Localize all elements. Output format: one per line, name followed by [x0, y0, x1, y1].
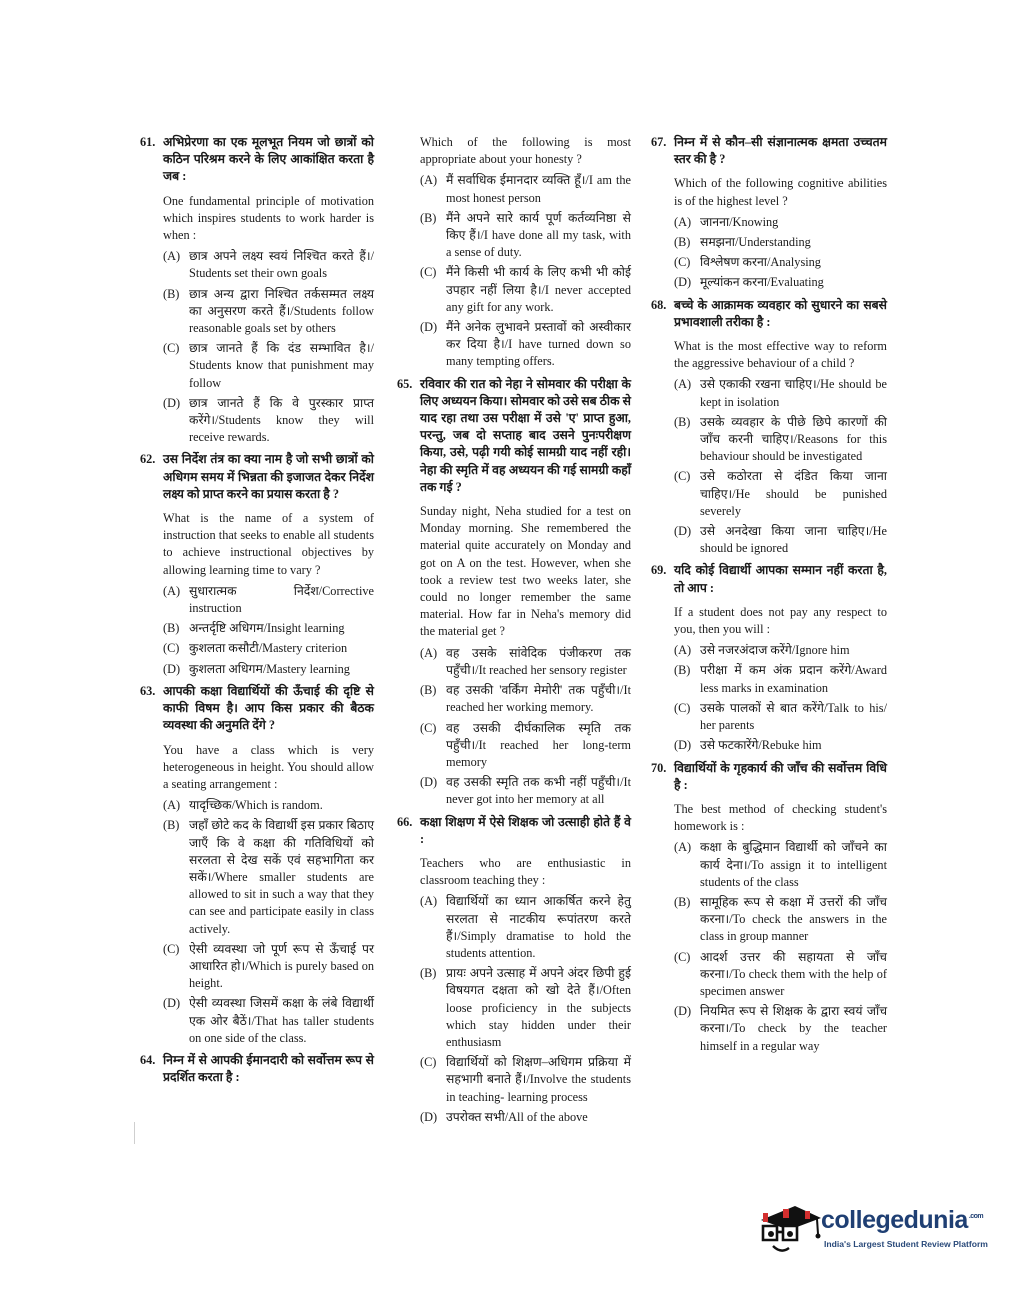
option-d: (D) छात्र जानते हैं कि वे पुरस्कार प्राप्त करेंगे।/Students know they will receive rewards.: [163, 395, 374, 445]
option-b: (B) मैंने अपने सारे कार्य पूर्ण कर्तव्यनिष्ठा से किए हैं।/I have done all my task, with a sense of duty.: [420, 210, 631, 260]
question-hindi: निम्न में से कौन–सी संज्ञानात्मक क्षमता उच्चतम स्तर की है ?: [674, 135, 887, 167]
option-d: (D) वह उसकी स्मृति तक कभी नहीं पहुँची।/It never got into her memory at all: [420, 775, 631, 807]
question-hindi: यदि कोई विद्यार्थी आपका सम्मान नहीं करता है, तो आप :: [674, 563, 887, 595]
option-b: (B) प्रायः अपने उत्साह में अपने अंदर छिपी हुई विषयगत दक्षता को खो देते हैं।/Often loose proficiency in the subjects which stay hidden under their enthusiasm: [420, 966, 631, 1049]
logo-wordmark: collegedunia$^{.com}$: [821, 1206, 984, 1234]
question-62: [140, 451, 374, 677]
option-d: (D) नियमित रूप से शिक्षक के द्वारा स्वयं जाँच करना।/To check by the teacher himself in a regular way: [674, 1004, 887, 1053]
question-english: If a student does not pay any respect to you, then you will :: [674, 604, 887, 637]
option-a: (A) सुधारात्मक निर्देश/Corrective instruction: [163, 583, 374, 616]
option-a: (A) छात्र अपने लक्ष्य स्वयं निश्चित करते हैं।/ Students set their own goals: [163, 249, 374, 281]
question-hindi: रविवार की रात को नेहा ने सोमवार की परीक्षा के लिए अध्ययन किया। सोमवार को उसे सब ठीक से याद रहा तथा उस परीक्षा में उसे 'ए' प्राप्त हुआ, परन्तु, जब दो सप्ताह बाद उसने पुनःपरीक्षण किया, उसे, पढ़ी गयी कोई सामग्री याद नहीं रही। नेहा की स्मृति में वह अध्ययन की गई सामग्री कहाँ तक गई ?: [420, 376, 631, 494]
margin-mark: [134, 1122, 135, 1144]
question-hindi: विद्यार्थियों के गृहकार्य की जाँच की सर्वोत्तम विधि है :: [674, 760, 887, 792]
question-hindi: निम्न में से आपकी ईमानदारी को सर्वोत्तम रूप से प्रदर्शित करता है :: [163, 1052, 374, 1085]
option-c: (C) विश्लेषण करना/Analysing: [674, 255, 821, 270]
option-c: (C) उसके पालकों से बात करेंगे/Talk to his/ her parents: [674, 700, 887, 733]
graduate-mascot-icon: [755, 1200, 823, 1258]
option-c: (C) कुशलता कसौटी/Mastery criterion: [163, 641, 348, 656]
question-64: [140, 1052, 374, 1086]
question-number: 65.: [397, 376, 413, 391]
question-english: Which of the following is most appropriate about your honesty ?: [420, 135, 631, 167]
option-d: (D) उसे अनदेखा किया जाना चाहिए।/He should be ignored: [674, 524, 887, 556]
option-c: (C) ऐसी व्यवस्था जो पूर्ण रूप से ऊँचाई पर आधारित हो।/Which is purely based on height.: [163, 941, 374, 991]
option-d: (D) कुशलता अधिगम/Mastery learning: [163, 661, 350, 676]
option-b: (B) परीक्षा में कम अंक प्रदान करेंगे/Award less marks in examination: [674, 663, 887, 695]
option-b: (B) छात्र अन्य द्वारा निश्चित तर्कसम्मत लक्ष्य का अनुसरण करते हैं।/Students follow reasonable goals set by others: [163, 286, 374, 336]
column-1: [140, 134, 374, 1091]
question-hindi: कक्षा शिक्षण में ऐसे शिक्षक जो उत्साही होते हैं वे :: [420, 814, 631, 846]
option-b: (B) अन्तर्दृष्टि अधिगम/Insight learning: [163, 621, 345, 636]
question-english: One fundamental principle of motivation which inspires students to work harder is when :: [163, 193, 374, 243]
question-number: 61.: [140, 135, 156, 149]
question-hindi: आपकी कक्षा विद्यार्थियों की ऊँचाई की दृष्टि से काफी विषम है। आप किस प्रकार की बैठक व्यवस्था की अनुमति देंगे ?: [163, 683, 374, 733]
option-a: (A) उसे एकाकी रखना चाहिए।/He should be kept in isolation: [674, 377, 887, 409]
option-d: (D) मैंने अनेक लुभावने प्रस्तावों को अस्वीकार कर दिया है।/I have turned down so many tempting offers.: [420, 320, 631, 369]
option-d: (D) उसे फटकारेंगे/Rebuke him: [674, 738, 822, 753]
question-65: [397, 376, 631, 809]
question-63: [140, 683, 374, 1047]
option-c: (C) आदर्श उत्तर की सहायता से जाँच करना।/To check them with the help of specimen answer: [674, 949, 887, 998]
question-english: You have a class which is very heterogeneous in height. You should allow a seating arrangement :: [163, 742, 374, 791]
question-67: [651, 134, 887, 292]
option-c: (C) छात्र जानते हैं कि दंड सम्भावित है।/ Students know that punishment may follow: [163, 341, 374, 390]
option-a: (A) वह उसके सांवेदिक पंजीकरण तक पहुँची।/It reached her sensory register: [420, 645, 631, 677]
question-number: 70.: [651, 760, 667, 775]
question-61: [140, 134, 374, 446]
question-69: [651, 562, 887, 754]
question-68: [651, 297, 887, 558]
column-3: [651, 134, 887, 1060]
question-english: What is the name of a system of instruction that seeks to enable all students to achieve instructional objectives by allowing learning time to vary ?: [163, 511, 374, 577]
question-english: Which of the following cognitive abilities is of the highest level ?: [674, 176, 887, 208]
option-b: (B) जहाँ छोटे कद के विद्यार्थी इस प्रकार बिठाए जाएँ कि वे कक्षा की गतिविधियों को सरलता से देख सकें एवं सहभागिता कर सकें।/Where smaller students are allowed to sit in such a way that they can see and participate easily in class actively.: [163, 818, 374, 936]
option-d: (D) उपरोक्त सभी/All of the above: [420, 1109, 588, 1124]
question-number: 69.: [651, 563, 667, 578]
logo-tagline: India's Largest Student Review Platform: [824, 1239, 988, 1249]
option-b: (B) वह उसकी 'वर्किंग मेमोरी' तक पहुँची।/It reached her working memory.: [420, 683, 631, 715]
option-b: (B) उसके व्यवहार के पीछे छिपे कारणों की जाँच करनी चाहिए।/Reasons for this behaviour should be investigated: [674, 414, 887, 464]
question-number: 67.: [651, 135, 667, 149]
question-english: Teachers who are enthusiastic in classroom teaching they :: [420, 855, 631, 888]
option-c: (C) मैंने किसी भी कार्य के लिए कभी भी कोई उपहार नहीं लिया है।/I never accepted any gift for any work.: [420, 265, 631, 314]
question-number: 62.: [140, 452, 156, 467]
question-66: [397, 814, 631, 1126]
option-b: (B) सामूहिक रूप से कक्षा में उत्तरों की जाँच करना।/To check the answers in the class in group manner: [674, 894, 887, 944]
question-64-continued: [397, 134, 631, 371]
question-number: 68.: [651, 297, 667, 312]
option-a: (A) उसे नजरअंदाज करेंगे/Ignore him: [674, 643, 850, 658]
option-c: (C) वह उसकी दीर्घकालिक स्मृति तक पहुँची।/It reached her long-term memory: [420, 720, 631, 769]
option-a: (A) मैं सर्वाधिक ईमानदार व्यक्ति हूँ।/I am the most honest person: [420, 173, 631, 205]
question-number: 63.: [140, 683, 156, 698]
option-a: (A) कक्षा के बुद्धिमान विद्यार्थी को जाँचने का कार्य देना।/To assign it to intelligent students of the class: [674, 840, 887, 889]
question-number: 64.: [140, 1052, 156, 1067]
question-english: The best method of checking student's homework is :: [674, 801, 887, 834]
option-d: (D) ऐसी व्यवस्था जिसमें कक्षा के लंबे विद्यार्थी एक ओर बैठें।/That has taller students on one side of the class.: [163, 996, 374, 1045]
question-hindi: उस निर्देश तंत्र का क्या नाम है जो सभी छात्रों को अधिगम समय में भिन्नता की इजाजत देकर निर्देश लक्ष्य को प्राप्त करने का प्रयास करता है ?: [163, 452, 374, 501]
option-a: (A) जानना/Knowing: [674, 214, 779, 229]
question-hindi: अभिप्रेरणा का एक मूलभूत नियम जो छात्रों को कठिन परिश्रम करने के लिए आकांक्षित करता है जब :: [163, 135, 374, 184]
question-english: Sunday night, Neha studied for a test on Monday morning. She remembered the material quite accurately on Monday and got on A on the test. However, when she took a review test two weeks later, she could no longer remember the same material. How far in Neha's memory did the material get ?: [420, 504, 631, 639]
option-c: (C) विद्यार्थियों को शिक्षण–अधिगम प्रक्रिया में सहभागी बनाते हैं।/Involve the students in teaching- learning process: [420, 1055, 631, 1104]
question-number: 66.: [397, 814, 413, 829]
question-70: [651, 760, 887, 1055]
option-a: (A) यादृच्छिक/Which is random.: [163, 798, 323, 813]
column-2: [397, 134, 631, 1131]
option-c: (C) उसे कठोरता से दंडित किया जाना चाहिए।/He should be punished severely: [674, 469, 887, 518]
question-hindi: बच्चे के आक्रामक व्यवहार को सुधारने का सबसे प्रभावशाली तरीका है :: [674, 297, 887, 329]
option-a: (A) विद्यार्थियों का ध्यान आकर्षित करने हेतु सरलता से नाटकीय रूपांतरण करते हैं।/Simply dramatise to hold the students attention.: [420, 894, 631, 960]
question-english: What is the most effective way to reform the aggressive behaviour of a child ?: [674, 339, 887, 371]
option-b: (B) समझना/Understanding: [674, 235, 811, 250]
option-d: (D) मूल्यांकन करना/Evaluating: [674, 275, 824, 290]
collegedunia-logo[interactable]: [755, 1196, 990, 1260]
